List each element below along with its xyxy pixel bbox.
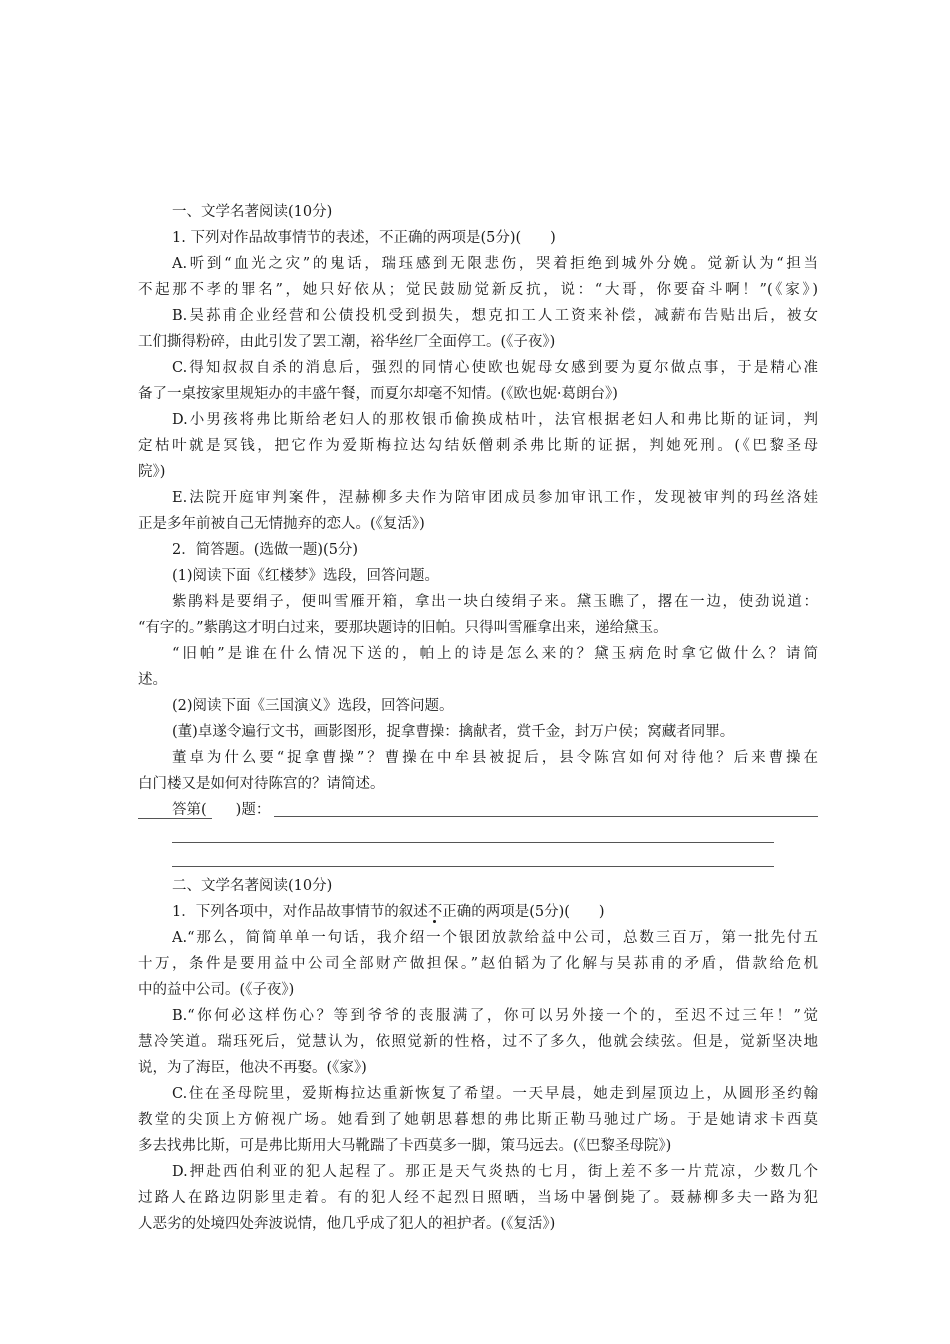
answer-underline <box>274 816 818 817</box>
s1-q1-option-c-line: C.得知叔叔自杀的消息后，强烈的同情心使欧也妮母女感到要为夏尔做点事，于是精心准 <box>172 360 818 376</box>
s2-q1-option-d-line: 人恶劣的处境四处奔波说情，他几乎成了犯人的袒护者。(《复活》) <box>138 1216 556 1232</box>
s1-q1-option-e-line: 正是多年前被自己无情抛弃的恋人。(《复活》) <box>138 516 425 532</box>
answer-blank-line[interactable] <box>172 842 774 843</box>
s1-q1-option-e-line: E.法院开庭审判案件，涅赫柳多夫作为陪审团成员参加审讯工作，发现被审判的玛丝洛娃 <box>172 490 818 506</box>
s1-q2-sub1-question-line: “旧帕”是谁在什么情况下送的，帕上的诗是怎么来的？黛玉病危时拿它做什么？请简 <box>172 646 818 662</box>
s2-q1-option-d-line: 过路人在路边阴影里走着。有的犯人经不起烈日照晒，当场中暑倒毙了。聂赫柳多夫一路为犯 <box>138 1190 818 1206</box>
s2-q1-option-b-line: 说，为了海臣，他决不再娶。(《家》) <box>138 1060 367 1076</box>
s2-q1-option-a-line: A.“那么，简简单单一句话，我介绍一个银团放款给益中公司，总数三百万，第一批先付五 <box>172 930 818 946</box>
s2-q1-stem-after: 正确的两项是(5分)( ) <box>442 904 605 920</box>
s1-q2-sub1-passage-line: 紫鹃料是要绢子，便叫雪雁开箱，拿出一块白绫绢子来。黛玉瞧了，撂在一边，使劲说道： <box>172 594 818 610</box>
s1-q2-sub1-passage-line: “有字的。”紫鹃这才明白过来，要那块题诗的旧帕。只得叫雪雁拿出来，递给黛玉。 <box>138 620 668 636</box>
answer-underline-continued <box>138 818 212 819</box>
s2-q1-option-c-line: 多去找弗比斯，可是弗比斯用大马靴踹了卡西莫多一脚，策马远去。(《巴黎圣母院》) <box>138 1138 672 1154</box>
s1-q1-option-d-line: 定枯叶就是冥钱，把它作为爱斯梅拉达勾结妖僧刺杀弗比斯的证据，判她死刑。(《巴黎圣母 <box>138 438 818 454</box>
s1-q2-sub2-passage: (董)卓遂令遍行文书，画影图形，捉拿曹操：擒献者，赏千金，封万户侯；窝藏者同罪。 <box>172 724 735 740</box>
s2-q1-stem-emphasis: 不 <box>427 904 443 920</box>
s2-q1-option-b-line: 慧冷笑道。瑞珏死后，觉慧认为，依照觉新的性格，过不了多久，他就会续弦。但是，觉新坚决地 <box>138 1034 818 1050</box>
s1-q1-option-c-line: 备了一桌按家里规矩办的丰盛午餐，而夏尔却毫不知情。(《欧也妮·葛朗台》) <box>138 386 618 402</box>
s1-q2-sub2-question-line: 董卓为什么要“捉拿曹操”？曹操在中牟县被捉后，县令陈宫如何对待他？后来曹操在 <box>172 750 818 766</box>
s1-q2-sub2-question-line: 白门楼又是如何对待陈宫的？请简述。 <box>138 776 385 792</box>
s2-q1-stem-before: 1．下列各项中，对作品故事情节的叙述 <box>172 904 428 920</box>
s2-q1-option-a-line: 中的益中公司。(《子夜》) <box>138 982 295 998</box>
answer-line[interactable] <box>172 798 818 822</box>
s2-q1-stem <box>172 900 818 924</box>
s1-q1-option-b-line: 工们撕得粉碎，由此引发了罢工潮，裕华丝厂全面停工。(《子夜》) <box>138 334 556 350</box>
s1-q2-sub2-prompt: (2)阅读下面《三国演义》选段，回答问题。 <box>172 698 454 714</box>
s1-q1-option-a-line: A.听到“血光之灾”的鬼话，瑞珏感到无限悲伤，哭着拒绝到城外分娩。觉新认为“担当 <box>172 256 818 272</box>
section2-title: 二、文学名著阅读(10分) <box>172 878 333 894</box>
s1-q2-sub1-prompt: (1)阅读下面《红楼梦》选段，回答问题。 <box>172 568 440 584</box>
s1-q2-sub1-question-line: 述。 <box>138 672 167 688</box>
s2-q1-option-c-line: 教堂的尖顶上方俯视广场。她看到了她朝思暮想的弗比斯正勒马驰过广场。于是她请求卡西莫 <box>138 1112 818 1128</box>
s2-q1-option-c-line: C.住在圣母院里，爱斯梅拉达重新恢复了希望。一天早晨，她走到屋顶边上，从圆形圣约翰 <box>172 1086 818 1102</box>
s1-q1-option-a-line: 不起那不孝的罪名”，她只好依从；觉民鼓励觉新反抗，说：“大哥，你要奋斗啊！”(《家》) <box>138 282 818 298</box>
s1-q1-option-d-line: 院》) <box>138 464 166 480</box>
s2-q1-option-a-line: 十万，条件是要用益中公司全部财产做担保。”赵伯韬为了化解与吴荪甫的矛盾，借款给危机 <box>138 956 818 972</box>
s2-q1-option-b-line: B.“你何必这样伤心？等到爷爷的丧服满了，你可以另外接一个的，至迟不过三年！”觉 <box>172 1008 818 1024</box>
s1-q1-option-d-line: D.小男孩将弗比斯给老妇人的那枚银币偷换成枯叶，法官根据老妇人和弗比斯的证词，判 <box>172 412 818 428</box>
s1-q2-stem: 2．简答题。(选做一题)(5分) <box>172 542 359 558</box>
section1-title: 一、文学名著阅读(10分) <box>172 204 333 220</box>
answer-blank-line[interactable] <box>172 866 774 867</box>
s2-q1-option-d-line: D.押赴西伯利亚的犯人起程了。那正是天气炎热的七月，街上差不多一片荒凉，少数几个 <box>172 1164 818 1180</box>
s1-q1-stem: 1. 下列对作品故事情节的表述，不正确的两项是(5分)( ) <box>172 230 556 246</box>
s1-q1-option-b-line: B.吴荪甫企业经营和公债投机受到损失，想克扣工人工资来补偿，减薪布告贴出后，被女 <box>172 308 818 324</box>
answer-label: 答第( )题： <box>172 802 271 818</box>
